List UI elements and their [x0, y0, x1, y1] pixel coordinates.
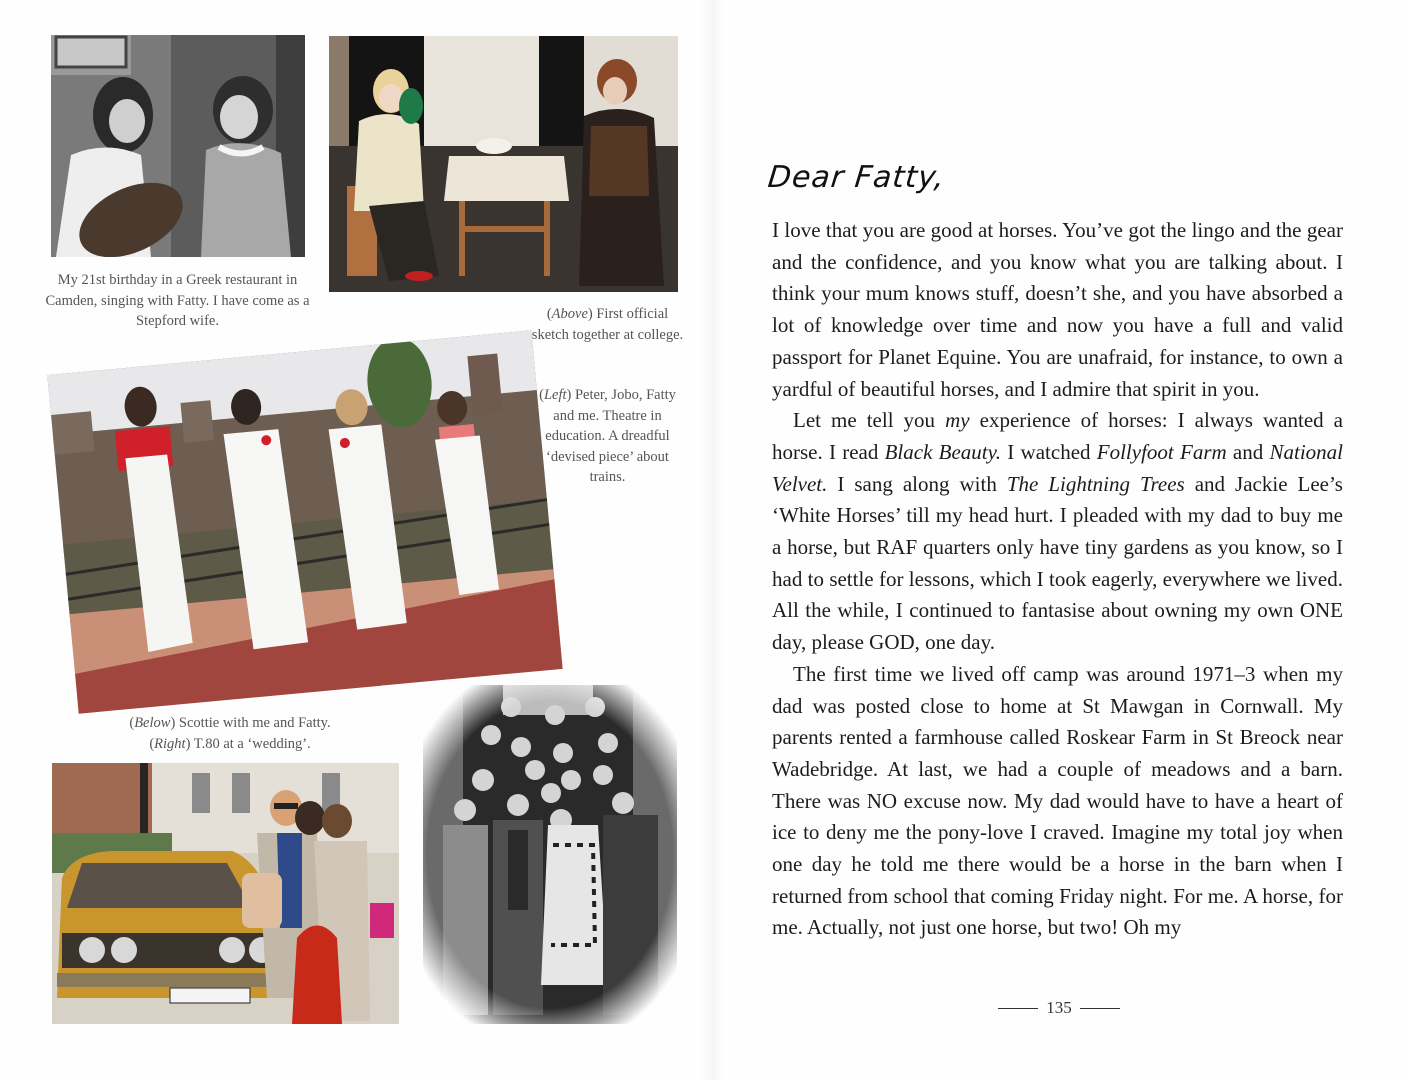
text-run: I sang along with	[827, 471, 1007, 496]
caption-below: (Below) Scottie with me and Fatty.	[129, 715, 331, 731]
folio-rule-right	[1080, 1008, 1120, 1009]
paragraph-2	[772, 405, 1343, 659]
photo-t80-wedding	[423, 685, 677, 1024]
paragraph-1: I love that you are good at horses. You’ve got the lingo and the gear and the confidence, and you know what you are talking about. I think your mum knows stuff, doesn’t she, and you have absorbed a lot of knowledge over time and now you have a full and valid passport for Planet Equine. You are unafraid, for instance, to own a yardful of beautiful horses, and I admire that spirit in you.	[772, 218, 1343, 401]
text-run: Let me tell you	[793, 408, 946, 433]
photo-theatre-in-education	[47, 330, 562, 713]
text-run: and Jackie Lee’s ‘White Horses’ till my head hurt. I pleaded with my dad to buy me a horse, but RAF quarters only have tiny gardens as you know, so I had to settle for lessons, which I took eagerly, everywhere we lived. All the while, I continued to fantasise about owning my own ONE day, please GOD, one day.	[772, 471, 1343, 655]
text-run: experience of horses: I always wanted a horse. I read	[772, 408, 1343, 464]
folio-rule-left	[998, 1008, 1038, 1009]
caption-right: (Right) T.80 at a ‘wedding’.	[149, 735, 311, 752]
caption-below-label: Below	[134, 715, 171, 731]
title-black-beauty: Black Beauty.	[884, 439, 1002, 464]
paragraph-3: The first time we lived off camp was around 1971–3 when my dad was posted close to home at St Mawgan in Cornwall. My parents rented a farmhouse called Roskear Farm in St Breock near Wadebridge. At last, we had a couple of meadows and a barn. There was NO excuse now. My dad would have to have a heart of ice to deny me the pony-love I craved. Imagine my total joy when one day he told me there would be a horse in the barn when I returned from school that coming Friday night. For me. A horse, for me. Actually, not just one horse, but two! Oh my	[772, 661, 1343, 940]
caption-birthday: My 21st birthday in a Greek restaurant in Camden, singing with Fatty. I have come as a Stepford wife.	[45, 272, 310, 329]
title-national-velvet: National Velvet.	[772, 439, 1343, 496]
caption-left-text: Peter, Jobo, Fatty and me. Theatre in education. A dreadful ‘devised piece’ about trains.	[545, 387, 676, 485]
caption-below-right	[95, 713, 365, 754]
caption-left: (Left) Peter, Jobo, Fatty and me. Theatre in education. A dreadful ‘devised piece’ about trains.	[539, 387, 676, 485]
photo-first-sketch-college	[329, 36, 678, 292]
letter-body	[772, 215, 1343, 944]
photo-scottie-with-car	[52, 763, 399, 1024]
emphasis: my	[945, 408, 970, 433]
text-run: and	[1226, 439, 1270, 464]
page-number: 135	[1046, 998, 1072, 1017]
caption-below-text: Scottie with me and Fatty.	[175, 715, 331, 731]
page-number-footer	[998, 998, 1120, 1018]
letter-salutation: Dear Fatty,	[766, 160, 947, 195]
text-run: I watched	[1001, 439, 1097, 464]
page-gutter	[700, 0, 724, 1080]
caption-above-text: First official sketch together at college.	[531, 306, 684, 343]
caption-right-text: T.80 at a ‘wedding’.	[190, 735, 311, 752]
caption-above-label: Above	[551, 306, 588, 322]
photo-birthday-greek-restaurant	[51, 35, 305, 257]
caption-left-label: Left	[543, 387, 567, 403]
caption-above: (Above) First official sketch together at college.	[531, 306, 684, 343]
title-follyfoot-farm: Follyfoot Farm	[1096, 439, 1227, 464]
title-lightning-trees: The Lightning Trees	[1006, 471, 1185, 496]
caption-right-label: Right	[154, 735, 186, 752]
